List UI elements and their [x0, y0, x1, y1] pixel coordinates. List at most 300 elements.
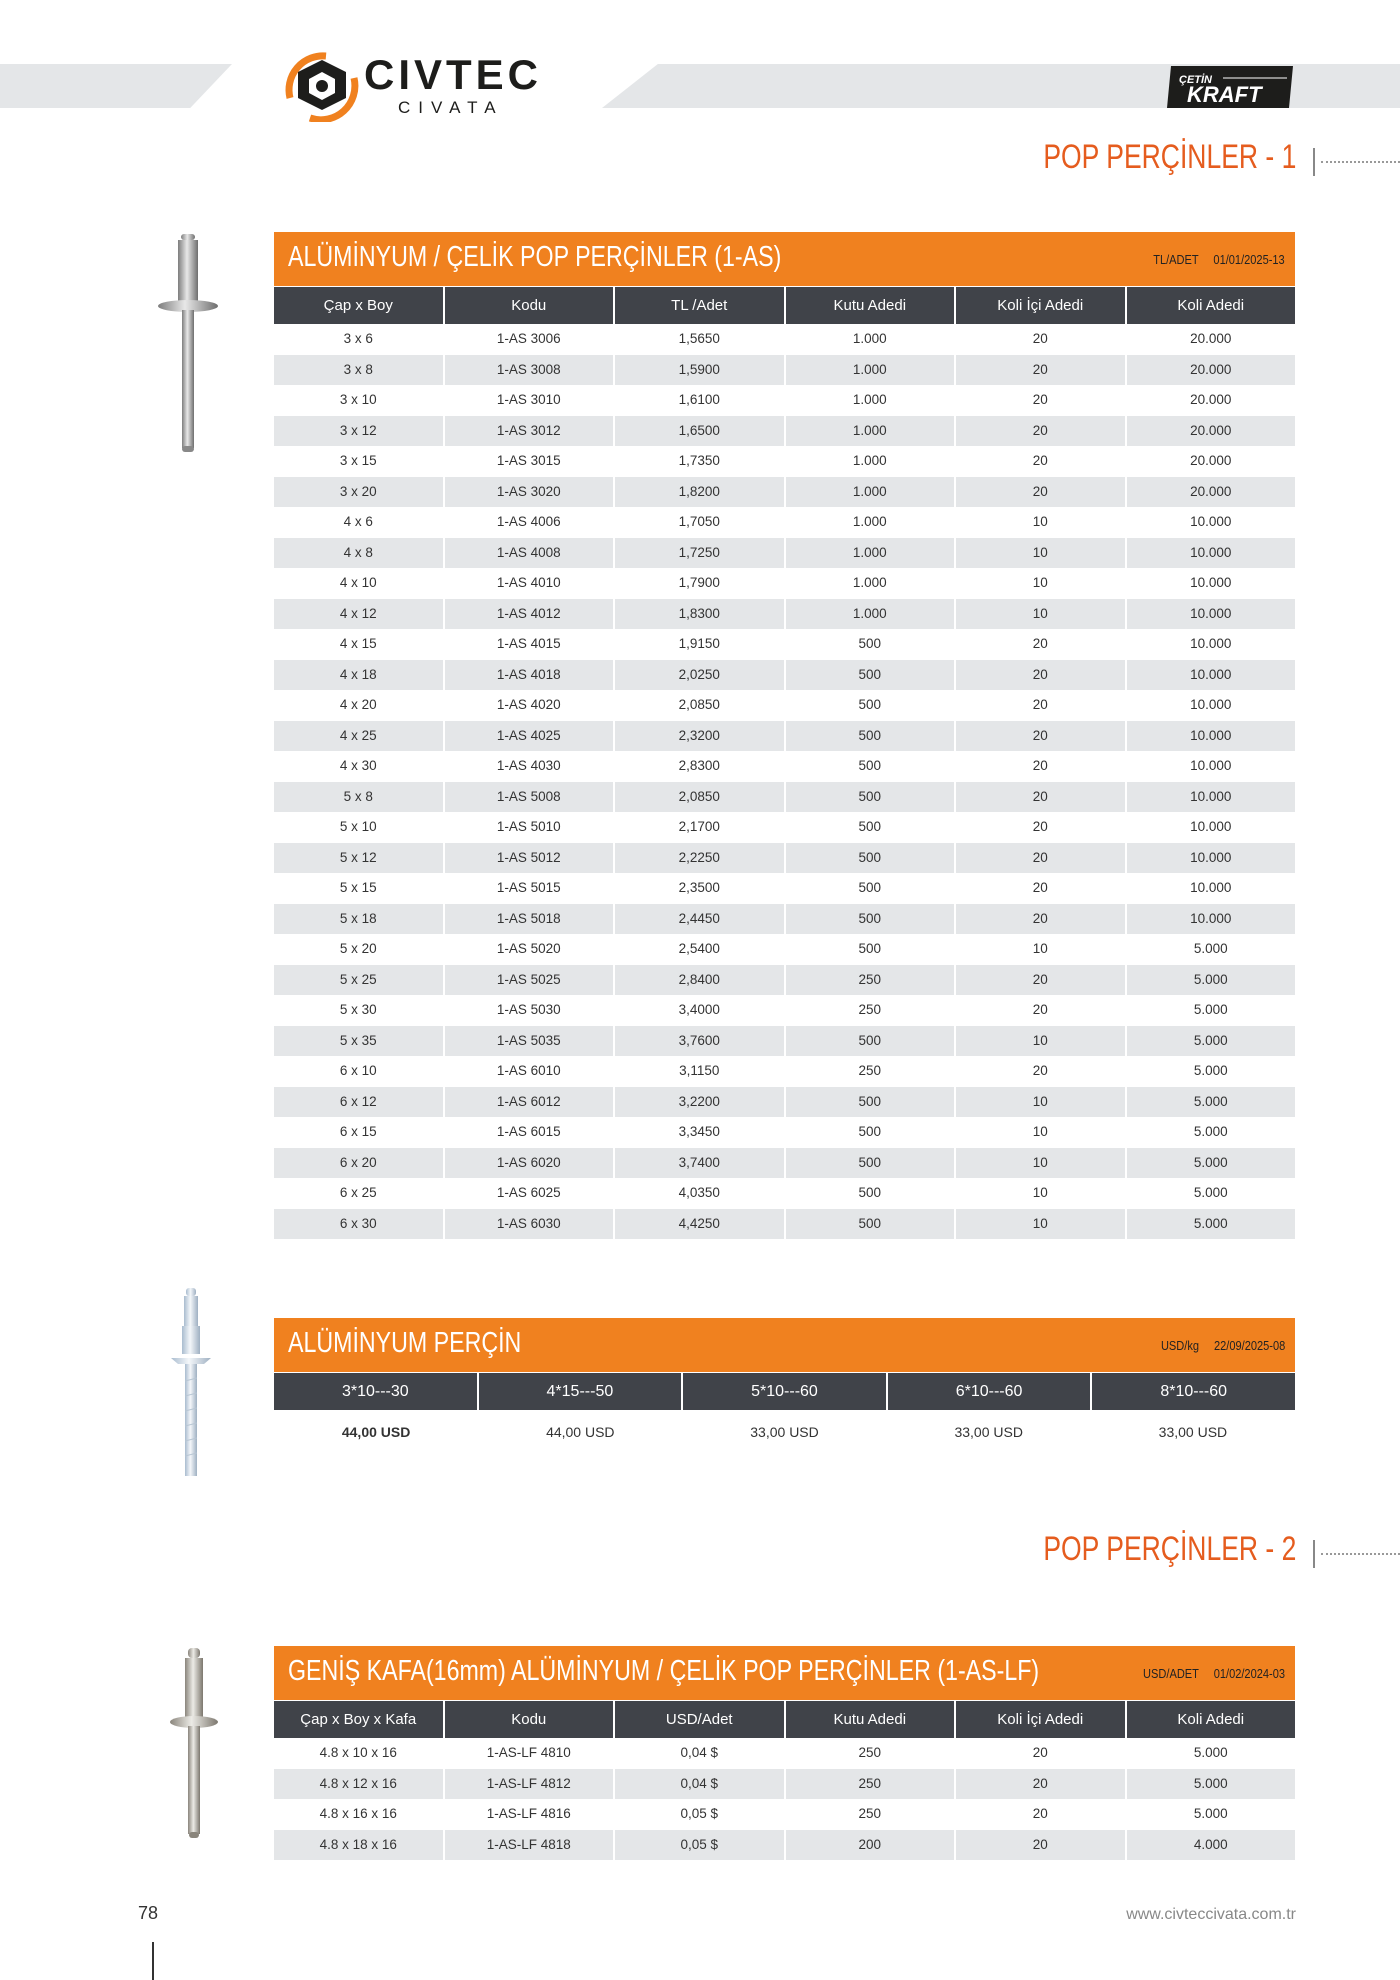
meta-unit: USD/ADET: [1143, 1666, 1199, 1681]
table-cell: 5.000: [1127, 1026, 1296, 1057]
column-header: 3*10---30: [274, 1373, 479, 1410]
column-header: Çap x Boy: [274, 287, 445, 324]
table-cell: 1-AS 5015: [445, 873, 616, 904]
table-cell: 1-AS 4015: [445, 629, 616, 660]
table-cell: 10.000: [1190, 575, 1232, 590]
table-cell: 10.000: [1127, 599, 1296, 630]
table-cell: 20: [956, 355, 1127, 386]
table-row: [274, 1769, 1295, 1800]
table-cell: 10.000: [1190, 636, 1232, 651]
table-cell: 500: [786, 721, 957, 752]
table-row: [274, 1209, 1295, 1240]
table-row: [274, 1087, 1295, 1118]
table-cell: 250: [786, 1056, 957, 1087]
table-cell: 1-AS 3008: [445, 355, 616, 386]
table-cell: 1-AS 4010: [445, 568, 616, 599]
table-cell: 1-AS 6025: [445, 1178, 616, 1209]
table-cell: 1.000: [786, 599, 957, 630]
table-cell: 1-AS 3012: [445, 416, 616, 447]
table-cell: 20: [956, 965, 1127, 996]
table-cell: 1-AS 3020: [445, 477, 616, 508]
table-cell: 4 x 20: [274, 690, 445, 721]
column-header: Kodu: [445, 1701, 616, 1738]
table-body: [274, 1738, 1295, 1860]
table-cell: 20: [956, 690, 1127, 721]
table-row: [274, 873, 1295, 904]
table-cell: 2,8400: [615, 965, 786, 996]
table-cell: 2,1700: [615, 812, 786, 843]
table-cell: 500: [786, 660, 957, 691]
table-cell: 250: [786, 995, 957, 1026]
table-cell: 20: [956, 843, 1127, 874]
table-cell: 1-AS 6010: [445, 1056, 616, 1087]
table-row: [274, 934, 1295, 965]
meta-unit: TL/ADET: [1153, 252, 1199, 267]
price-cell: 44,00 USD: [341, 1424, 411, 1440]
table-cell: 10.000: [1190, 514, 1232, 529]
pop-rivet-image: [156, 232, 222, 460]
table-cell: 3 x 12: [274, 416, 445, 447]
table-cell: 500: [786, 690, 957, 721]
table-row: [274, 446, 1295, 477]
table-row: [274, 1056, 1295, 1087]
table-cell: 1.000: [786, 385, 957, 416]
table-cell: 10: [956, 1087, 1127, 1118]
table-cell: 5.000: [1127, 1769, 1296, 1800]
table-cell: 1,9150: [615, 629, 786, 660]
table-cell: 5 x 10: [274, 812, 445, 843]
table-cell: 500: [786, 843, 957, 874]
table-cell: 2,4450: [615, 904, 786, 935]
table-cell: 1-AS 4020: [445, 690, 616, 721]
table-cell: 20: [956, 660, 1127, 691]
table-cell: 10.000: [1190, 697, 1232, 712]
genis-kafa-rivet-image: [168, 1646, 220, 1842]
table-cell: 20: [956, 721, 1127, 752]
table-title: ALÜMİNYUM / ÇELİK POP PERÇİNLER (1-AS): [288, 241, 782, 273]
table-cell: 10: [956, 1209, 1127, 1240]
table-cell: 1,8300: [615, 599, 786, 630]
table-cell: 3,7600: [615, 1026, 786, 1057]
column-header: TL /Adet: [615, 287, 786, 324]
table-row: [274, 660, 1295, 691]
table-cell: 20: [956, 1799, 1127, 1830]
column-header: Koli İçi Adedi: [956, 287, 1127, 324]
table-meta: [1131, 1666, 1285, 1681]
table-cell: 10: [956, 568, 1127, 599]
logo-subtitle: CIVATA: [398, 98, 504, 117]
price-cell: 44,00 USD: [546, 1424, 615, 1440]
table-cell: 20: [956, 385, 1127, 416]
table-cell: 10.000: [1127, 660, 1296, 691]
table-cell: 20: [956, 782, 1127, 813]
column-header: 8*10---60: [1160, 1383, 1228, 1400]
table-cell: 4 x 15: [274, 629, 445, 660]
table-cell: 10.000: [1190, 819, 1232, 834]
table-cell: 3 x 10: [274, 385, 445, 416]
table-cell: 20: [956, 812, 1127, 843]
table-cell: 1-AS 6030: [445, 1209, 616, 1240]
table-cell: 2,5400: [615, 934, 786, 965]
table-cell: 20: [956, 1769, 1127, 1800]
page-number: 78: [138, 1903, 159, 1923]
table-cell: 5.000: [1193, 1124, 1228, 1139]
table-cell: 250: [786, 1799, 957, 1830]
table-cell: 1,7250: [615, 538, 786, 569]
column-header: USD/Adet: [615, 1701, 786, 1738]
table-cell: 5 x 35: [274, 1026, 445, 1057]
table-cell: 1,6500: [615, 416, 786, 447]
table-aluminyum-percin: [274, 1318, 1295, 1454]
table-cell: 4,0350: [615, 1178, 786, 1209]
table-row: [274, 629, 1295, 660]
table-cell: 3,4000: [615, 995, 786, 1026]
table-cell: 2,3200: [615, 721, 786, 752]
column-header: Kodu: [445, 287, 616, 324]
table-cell: 20: [956, 873, 1127, 904]
table-cell: 1.000: [786, 507, 957, 538]
table-cell: 5 x 25: [274, 965, 445, 996]
table-cell: 3,3450: [615, 1117, 786, 1148]
table-body: [274, 324, 1295, 1239]
table-cell: 2,8300: [615, 751, 786, 782]
table-cell: 10.000: [1190, 758, 1232, 773]
table-header-bar: [274, 1318, 1295, 1372]
table-cell: 5.000: [1193, 1806, 1228, 1821]
table-cell: 1-AS 5030: [445, 995, 616, 1026]
website-url: www.civteccivata.com.tr: [1126, 1906, 1296, 1923]
table-cell: 4 x 18: [274, 660, 445, 691]
table-cell: 500: [786, 1026, 957, 1057]
table-cell: 5 x 30: [274, 995, 445, 1026]
table-row: [274, 690, 1295, 721]
table-cell: 4.8 x 18 x 16: [274, 1830, 445, 1861]
table-row: [274, 1178, 1295, 1209]
table-cell: 10: [956, 1178, 1127, 1209]
table-row: [274, 507, 1295, 538]
civtec-logo-icon: [280, 48, 370, 122]
table-row: [274, 538, 1295, 569]
table-row: [274, 355, 1295, 386]
table-row: [274, 904, 1295, 935]
column-header: Çap x Boy x Kafa: [274, 1701, 445, 1738]
table-cell: 500: [786, 1117, 957, 1148]
table-cell: 250: [786, 965, 957, 996]
table-cell: 5 x 15: [274, 873, 445, 904]
civtec-logo: [280, 48, 570, 122]
brand2-main: KRAFT: [1187, 82, 1262, 107]
column-headers: [274, 1372, 1295, 1410]
table-cell: 500: [786, 934, 957, 965]
table-cell: 3,1150: [615, 1056, 786, 1087]
column-header: 6*10---60: [888, 1373, 1093, 1410]
table-cell: 10.000: [1127, 538, 1296, 569]
table-cell: 3,7400: [615, 1148, 786, 1179]
meta-code: 22/09/2025-08: [1213, 1338, 1285, 1353]
table-cell: 500: [786, 873, 957, 904]
meta-code: 01/02/2024-03: [1213, 1666, 1285, 1681]
table-cell: 20: [956, 904, 1127, 935]
table-cell: 1,7900: [615, 568, 786, 599]
column-header: 4*15---50: [479, 1373, 684, 1410]
table-cell: 20: [956, 995, 1127, 1026]
section-divider-2: [1313, 1540, 1400, 1568]
table-cell: 10: [956, 934, 1127, 965]
table-cell: 0,04 $: [615, 1738, 786, 1769]
column-headers: [274, 1700, 1295, 1738]
table-cell: 10.000: [1127, 843, 1296, 874]
table-row: [274, 416, 1295, 447]
table-cell: 1-AS 5018: [445, 904, 616, 935]
table-cell: 5.000: [1193, 1185, 1228, 1200]
table-cell: 20.000: [1127, 416, 1296, 447]
table-cell: 1-AS 4025: [445, 721, 616, 752]
table-cell: 20: [956, 1738, 1127, 1769]
table-cell: 1-AS 6020: [445, 1148, 616, 1179]
column-header: Koli İçi Adedi: [956, 1701, 1127, 1738]
table-cell: 5 x 20: [274, 934, 445, 965]
table-meta: [1142, 252, 1285, 267]
table-cell: 6 x 12: [274, 1087, 445, 1118]
table-cell: 200: [786, 1830, 957, 1861]
table-genis-kafa-pop: [274, 1646, 1295, 1860]
table-cell: 20.000: [1127, 355, 1296, 386]
table-cell: 1.000: [786, 446, 957, 477]
column-header: Koli Adedi: [1177, 1711, 1245, 1728]
table-cell: 6 x 15: [274, 1117, 445, 1148]
table-row: [274, 751, 1295, 782]
table-cell: 1-AS 5008: [445, 782, 616, 813]
table-cell: 500: [786, 812, 957, 843]
table-cell: 10.000: [1127, 782, 1296, 813]
table-cell: 3 x 15: [274, 446, 445, 477]
table-row: [274, 965, 1295, 996]
section-divider-1: [1313, 148, 1400, 176]
table-cell: 0,04 $: [615, 1769, 786, 1800]
table-cell: 500: [786, 1178, 957, 1209]
column-header: Kutu Adedi: [786, 287, 957, 324]
section-title-2: POP PERÇİNLER - 2: [1042, 1530, 1296, 1568]
column-header: Koli Adedi: [1177, 297, 1245, 314]
table-cell: 1-AS-LF 4812: [445, 1769, 616, 1800]
table-cell: 10: [956, 1117, 1127, 1148]
table-cell: 1,8200: [615, 477, 786, 508]
table-cell: 1-AS-LF 4810: [445, 1738, 616, 1769]
table-cell: 1,6100: [615, 385, 786, 416]
table-cell: 6 x 20: [274, 1148, 445, 1179]
column-headers: [274, 286, 1295, 324]
price-cell: 33,00 USD: [954, 1424, 1023, 1440]
table-cell: 5 x 18: [274, 904, 445, 935]
table-cell: 10: [956, 1148, 1127, 1179]
table-cell: 20: [956, 477, 1127, 508]
table-row: [274, 477, 1295, 508]
table-cell: 3,2200: [615, 1087, 786, 1118]
table-cell: 1-AS 3010: [445, 385, 616, 416]
table-cell: 1-AS-LF 4818: [445, 1830, 616, 1861]
table-cell: 5 x 8: [274, 782, 445, 813]
table-cell: 1-AS 4006: [445, 507, 616, 538]
table-cell: 5.000: [1127, 965, 1296, 996]
table-cell: 10: [956, 599, 1127, 630]
table-cell: 6 x 25: [274, 1178, 445, 1209]
table-cell: 4 x 6: [274, 507, 445, 538]
table-cell: 10.000: [1190, 880, 1232, 895]
table-cell: 1-AS-LF 4816: [445, 1799, 616, 1830]
table-row: [274, 1830, 1295, 1861]
meta-unit: USD/kg: [1160, 1338, 1199, 1353]
table-row: [274, 324, 1295, 355]
table-row: [274, 1148, 1295, 1179]
table-cell: 4 x 30: [274, 751, 445, 782]
table-cell: 1,7050: [615, 507, 786, 538]
table-row: [274, 843, 1295, 874]
table-cell: 500: [786, 782, 957, 813]
table-cell: 2,2250: [615, 843, 786, 874]
table-header-bar: [274, 1646, 1295, 1700]
table-row: [274, 385, 1295, 416]
table-cell: 500: [786, 1209, 957, 1240]
header-band-left: [0, 64, 232, 108]
table-cell: 5.000: [1193, 941, 1228, 956]
footer-line: [152, 1942, 154, 1980]
table-row: [274, 1117, 1295, 1148]
table-cell: 2,0850: [615, 782, 786, 813]
table-cell: 20: [956, 629, 1127, 660]
table-cell: 6 x 10: [274, 1056, 445, 1087]
cetin-kraft-logo: [1165, 62, 1297, 112]
table-cell: 2,3500: [615, 873, 786, 904]
table-cell: 4,4250: [615, 1209, 786, 1240]
table-cell: 4.8 x 10 x 16: [274, 1738, 445, 1769]
table-cell: 1-AS 5012: [445, 843, 616, 874]
table-meta: [1149, 1338, 1285, 1353]
table-cell: 250: [786, 1769, 957, 1800]
table-cell: 4.8 x 12 x 16: [274, 1769, 445, 1800]
table-aluminyum-celik-pop: [274, 232, 1295, 1239]
table-cell: 500: [786, 751, 957, 782]
table-row: [274, 782, 1295, 813]
column-header: Kutu Adedi: [786, 1701, 957, 1738]
table-cell: 10: [956, 538, 1127, 569]
table-cell: 1-AS 3006: [445, 324, 616, 355]
table-title: GENİŞ KAFA(16mm) ALÜMİNYUM / ÇELİK POP PERÇİNLER (1-AS-LF): [288, 1655, 1040, 1687]
table-cell: 20: [956, 446, 1127, 477]
table-cell: 500: [786, 1148, 957, 1179]
table-cell: 1-AS 6012: [445, 1087, 616, 1118]
table-header-bar: [274, 232, 1295, 286]
table-cell: 500: [786, 629, 957, 660]
table-cell: 1-AS 5035: [445, 1026, 616, 1057]
table-cell: 20: [956, 751, 1127, 782]
table-cell: 10.000: [1127, 904, 1296, 935]
table-cell: 1.000: [786, 416, 957, 447]
table-cell: 1-AS 3015: [445, 446, 616, 477]
table-cell: 1-AS 6015: [445, 1117, 616, 1148]
table-cell: 3 x 6: [274, 324, 445, 355]
brand2-top: ÇETİN: [1179, 74, 1212, 86]
table-cell: 10: [956, 1026, 1127, 1057]
table-cell: 3 x 8: [274, 355, 445, 386]
table-row: [274, 1738, 1295, 1769]
table-cell: 4.8 x 16 x 16: [274, 1799, 445, 1830]
table-cell: 5.000: [1193, 1063, 1228, 1078]
price-cell: 33,00 USD: [1158, 1424, 1228, 1440]
table-cell: 1,5900: [615, 355, 786, 386]
table-cell: 1-AS 4018: [445, 660, 616, 691]
table-row: [274, 1799, 1295, 1830]
table-title: ALÜMİNYUM PERÇİN: [288, 1327, 522, 1359]
table-cell: 1,7350: [615, 446, 786, 477]
table-cell: 4 x 8: [274, 538, 445, 569]
table-cell: 1.000: [786, 355, 957, 386]
table-cell: 2,0250: [615, 660, 786, 691]
aluminyum-percin-image: [168, 1286, 214, 1482]
table-cell: 1.000: [786, 538, 957, 569]
meta-code: 01/01/2025-13: [1213, 252, 1285, 267]
table-cell: 20.000: [1190, 392, 1232, 407]
table-cell: 1-AS 5010: [445, 812, 616, 843]
table-cell: 4.000: [1127, 1830, 1296, 1861]
table-cell: 1.000: [786, 568, 957, 599]
table-cell: 500: [786, 1087, 957, 1118]
section-title-1: POP PERÇİNLER - 1: [1042, 138, 1296, 176]
table-cell: 20.000: [1127, 477, 1296, 508]
table-cell: 5.000: [1193, 1002, 1228, 1017]
table-cell: 20.000: [1190, 453, 1232, 468]
table-cell: 20: [956, 1056, 1127, 1087]
table-cell: 10.000: [1127, 721, 1296, 752]
table-cell: 4 x 25: [274, 721, 445, 752]
table-cell: 6 x 30: [274, 1209, 445, 1240]
table-cell: 5 x 12: [274, 843, 445, 874]
table-cell: 1,5650: [615, 324, 786, 355]
table-row: [274, 995, 1295, 1026]
table-cell: 4 x 10: [274, 568, 445, 599]
table-cell: 2,0850: [615, 690, 786, 721]
table-cell: 0,05 $: [615, 1799, 786, 1830]
logo-name: CIVTEC: [364, 51, 543, 98]
table-row: [274, 1026, 1295, 1057]
table-cell: 0,05 $: [615, 1830, 786, 1861]
column-header: 5*10---60: [683, 1373, 888, 1410]
table-cell: 5.000: [1127, 1148, 1296, 1179]
table-cell: 1.000: [786, 324, 957, 355]
table-cell: 1-AS 4030: [445, 751, 616, 782]
table-cell: 3 x 20: [274, 477, 445, 508]
table-cell: 1-AS 4008: [445, 538, 616, 569]
table-cell: 250: [786, 1738, 957, 1769]
table-cell: 5.000: [1127, 1087, 1296, 1118]
table-row: [274, 812, 1295, 843]
table-cell: 5.000: [1127, 1209, 1296, 1240]
table-cell: 20: [956, 324, 1127, 355]
table-row: [274, 599, 1295, 630]
table-row: [274, 721, 1295, 752]
table-cell: 1.000: [786, 477, 957, 508]
table-cell: 20: [956, 1830, 1127, 1861]
table-cell: 4 x 12: [274, 599, 445, 630]
price-cell: 33,00 USD: [750, 1424, 819, 1440]
table-cell: 20.000: [1190, 331, 1232, 346]
table-row: [274, 568, 1295, 599]
table-cell: 5.000: [1193, 1745, 1228, 1760]
table-cell: 1-AS 5025: [445, 965, 616, 996]
table-cell: 10: [956, 507, 1127, 538]
table-cell: 20: [956, 416, 1127, 447]
table-cell: 500: [786, 904, 957, 935]
table-cell: 1-AS 5020: [445, 934, 616, 965]
